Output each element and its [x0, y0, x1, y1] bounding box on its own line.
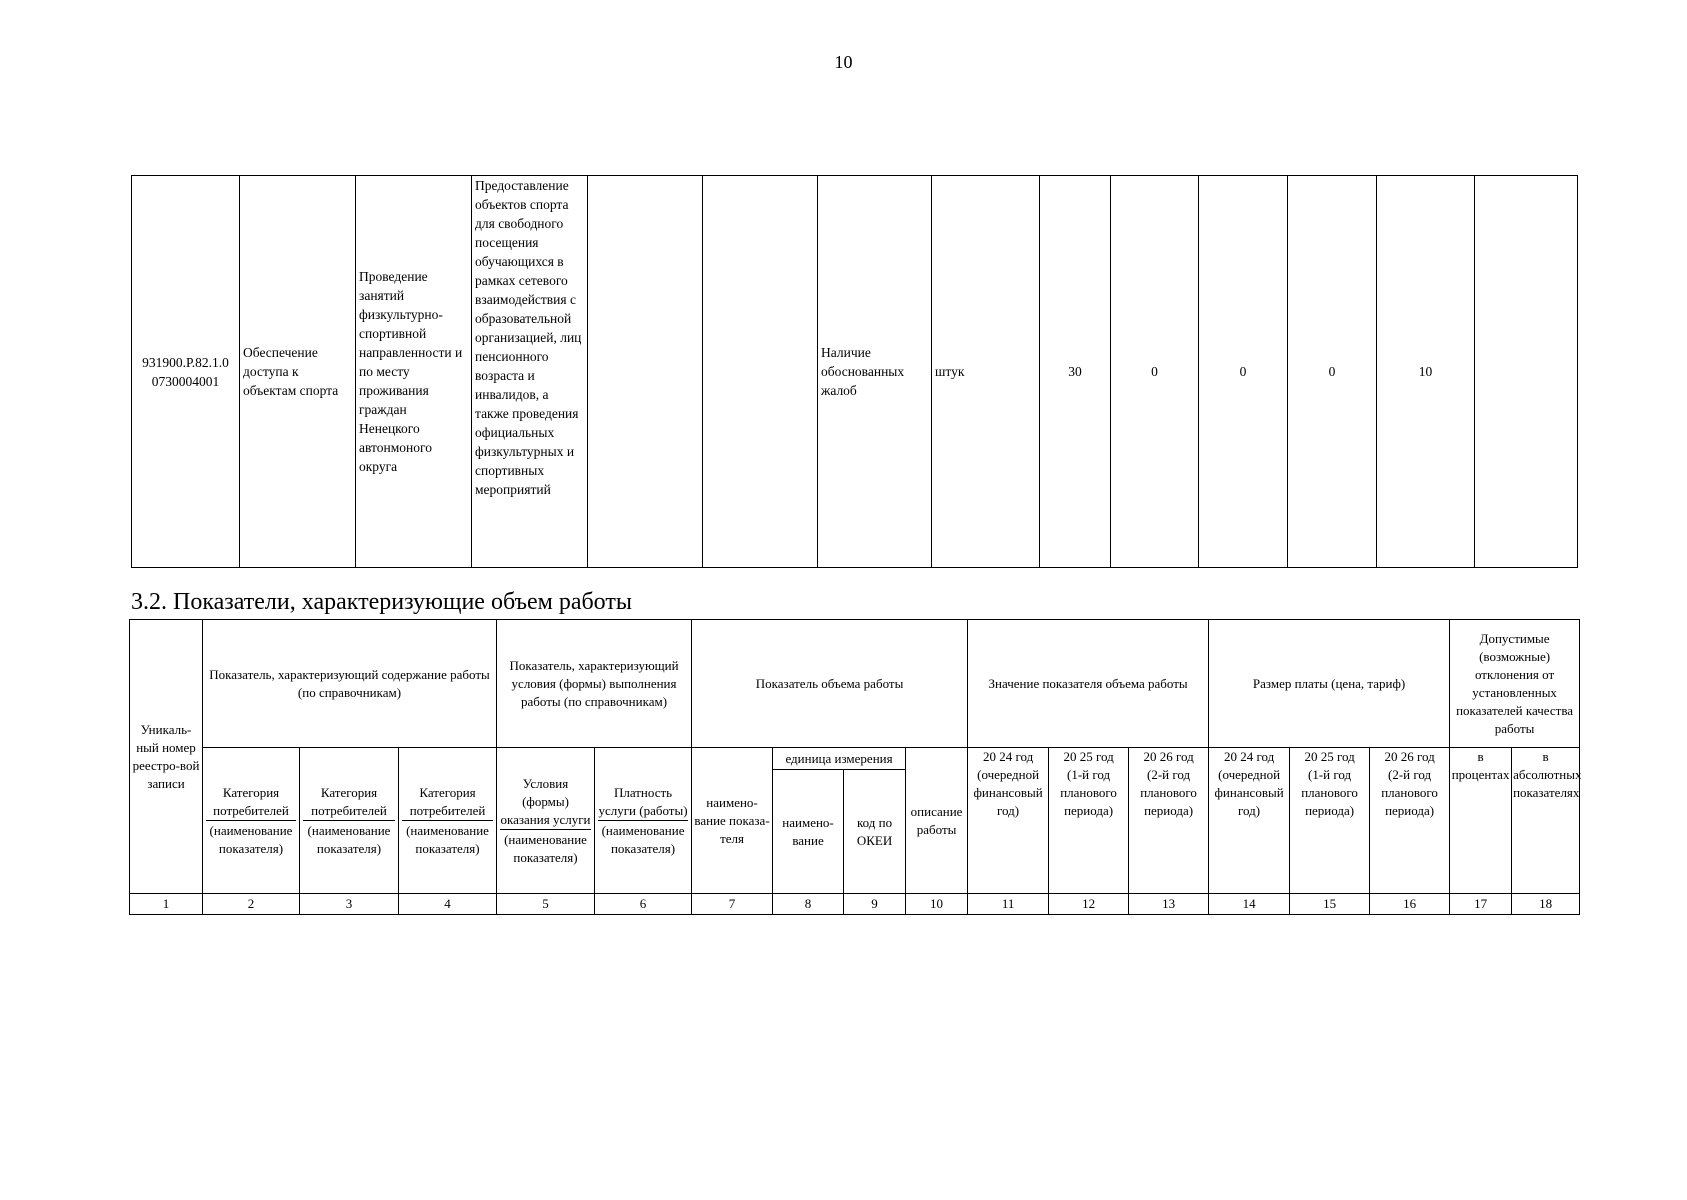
value-cell: 0 — [1111, 176, 1199, 568]
content-group-header: Показатель, характеризующий содержание работы (по справочникам) — [203, 620, 497, 748]
column-number: 7 — [692, 894, 773, 915]
volume-indicators-table — [129, 619, 1580, 915]
indicator-name-header: наимено-вание показа-теля — [692, 748, 773, 894]
category-header — [399, 748, 497, 894]
page-number: 10 — [834, 52, 853, 72]
column-number: 12 — [1049, 894, 1129, 915]
category-label: Категория потребителей — [303, 784, 395, 821]
category-header — [203, 748, 300, 894]
column-number: 2 — [203, 894, 300, 915]
fee-2024-header: 20 24 год (очередной финансовый год) — [1209, 748, 1290, 894]
column-number: 5 — [497, 894, 595, 915]
column-number: 1 — [130, 894, 203, 915]
column-number: 13 — [1129, 894, 1209, 915]
fee-2026-header: 20 26 год (2-й год планового периода) — [1370, 748, 1450, 894]
unique-number-header: Уникаль-ный номер реестро-вой записи — [130, 620, 203, 894]
content-indicator-cell: Обеспечение доступа к объектам спорта — [240, 176, 356, 568]
fee-group-header: Размер платы (цена, тариф) — [1209, 620, 1450, 748]
category-label: Категория потребителей — [206, 784, 296, 821]
fee-2025-header: 20 25 год (1-й год планового периода) — [1290, 748, 1370, 894]
category-label: Категория потребителей — [402, 784, 493, 821]
conditions-header — [497, 748, 595, 894]
unit-cell: штук — [932, 176, 1040, 568]
empty-cell — [703, 176, 818, 568]
column-number: 9 — [844, 894, 906, 915]
name-of-indicator-label: (наименование показателя) — [209, 822, 293, 856]
column-number: 3 — [300, 894, 399, 915]
category-header — [300, 748, 399, 894]
year-2024-header: 20 24 год (очередной финансовый год) — [968, 748, 1049, 894]
name-of-indicator-label: (наименование показателя) — [601, 822, 685, 856]
payment-label: Платность услуги (работы) — [598, 784, 688, 821]
year-2025-header: 20 25 год (1-й год планового периода) — [1049, 748, 1129, 894]
payment-header — [595, 748, 692, 894]
category-cell: Проведение занятий физкультурно-спортивной направленности и по месту проживания граждан Ненецкого автонмоного округа — [356, 176, 472, 568]
indicator-name-cell: Наличие обоснованных жалоб — [818, 176, 932, 568]
column-numbers-row — [130, 894, 1580, 915]
conditions-label: Условия (формы) оказания услуги — [500, 775, 591, 830]
column-number: 11 — [968, 894, 1049, 915]
empty-cell — [1475, 176, 1578, 568]
in-percent-header: в процентах — [1450, 748, 1512, 894]
deviation-group-header: Допустимые (возможные) отклонения от установленных показателей качества работы — [1450, 620, 1580, 748]
column-number: 17 — [1450, 894, 1512, 915]
year-2026-header: 20 26 год (2-й год планового периода) — [1129, 748, 1209, 894]
conditions-group-header: Показатель, характеризующий условия (формы) выполнения работы (по справочникам) — [497, 620, 692, 748]
name-of-indicator-label: (наименование показателя) — [307, 822, 391, 856]
unit-group-header: единица измерения — [773, 748, 906, 770]
value-cell: 30 — [1040, 176, 1111, 568]
work-description-header: описание работы — [906, 748, 968, 894]
value-cell: 0 — [1288, 176, 1377, 568]
column-number: 16 — [1370, 894, 1450, 915]
volume-group-header: Показатель объема работы — [692, 620, 968, 748]
value-cell: 0 — [1199, 176, 1288, 568]
column-number: 4 — [399, 894, 497, 915]
section-title: 3.2. Показатели, характеризующие объем работы — [131, 589, 632, 615]
column-number: 10 — [906, 894, 968, 915]
in-absolute-header: в абсолютных показателях — [1512, 748, 1580, 894]
description-cell: Предоставление объектов спорта для свободного посещения обучающихся в рамках сетевого взаимодействия с образовательной организацией, лиц пенсионного возраста и инвалидов, а также проведения официальных физкультурных и спортивных мероприятий — [472, 176, 588, 568]
column-number: 18 — [1512, 894, 1580, 915]
unit-name-header: наимено-вание — [773, 770, 844, 894]
column-number: 14 — [1209, 894, 1290, 915]
column-number: 6 — [595, 894, 692, 915]
registry-number-cell: 931900.Р.82.1.0 0730004001 — [132, 176, 240, 568]
okei-code-header: код по ОКЕИ — [844, 770, 906, 894]
quality-indicators-table-continuation — [131, 175, 1578, 568]
value-cell: 10 — [1377, 176, 1475, 568]
column-number: 15 — [1290, 894, 1370, 915]
name-of-indicator-label: (наименование показателя) — [406, 822, 489, 856]
name-of-indicator-label: (наименование показателя) — [504, 831, 587, 865]
value-group-header: Значение показателя объема работы — [968, 620, 1209, 748]
empty-cell — [588, 176, 703, 568]
column-number: 8 — [773, 894, 844, 915]
